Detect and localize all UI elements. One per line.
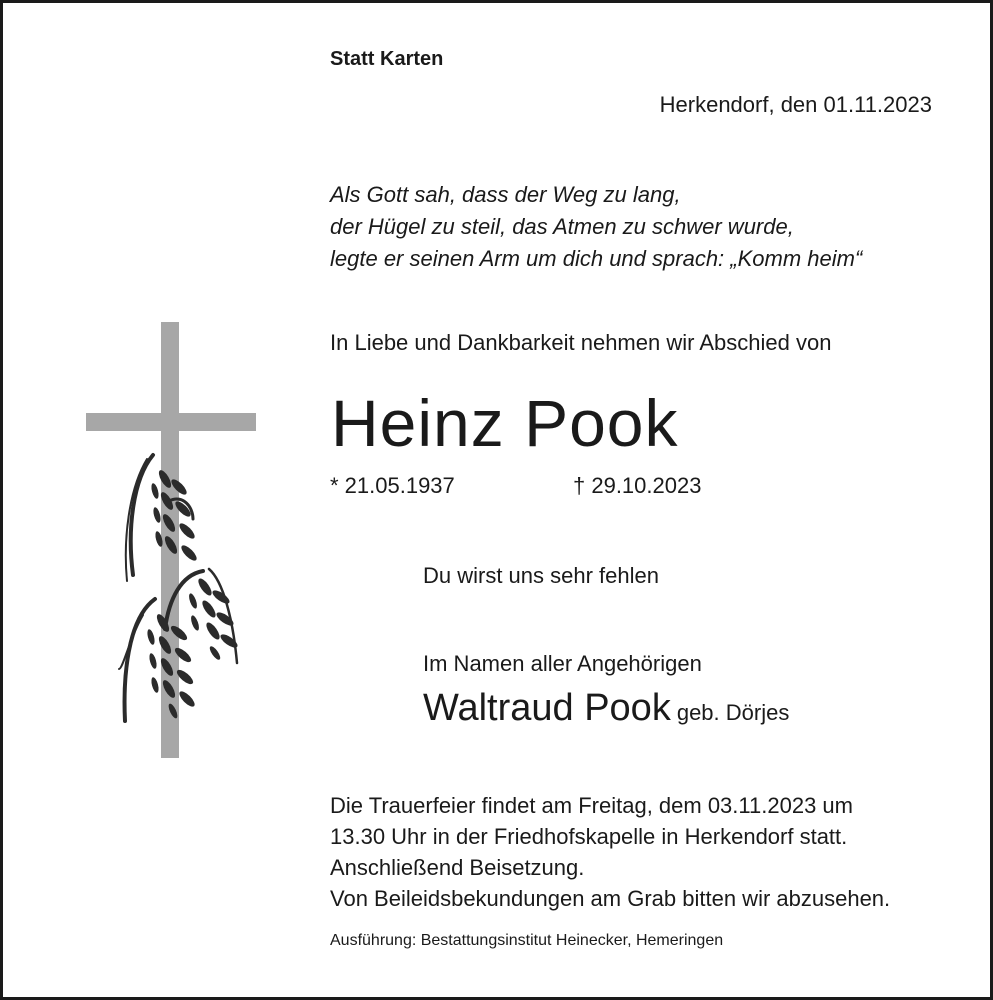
place-date: Herkendorf, den 01.11.2023 — [659, 92, 932, 117]
service-line: 13.30 Uhr in der Friedhofskapelle in Herkendorf statt. — [330, 824, 848, 849]
service-info — [330, 790, 890, 914]
header-label: Statt Karten — [330, 48, 444, 70]
poem-line: der Hügel zu steil, das Atmen zu schwer wurde, — [330, 214, 794, 239]
signer-name: Waltraud Pook — [423, 687, 671, 729]
death-date: † 29.10.2023 — [573, 473, 702, 498]
farewell-line: Du wirst uns sehr fehlen — [423, 563, 659, 588]
service-line: Die Trauerfeier findet am Freitag, dem 03.11.2023 um — [330, 793, 853, 818]
deceased-name: Heinz Pook — [331, 386, 679, 460]
service-line: Anschließend Beisetzung. — [330, 855, 585, 880]
signer-maiden-name: geb. Dörjes — [676, 700, 790, 725]
cross-with-wheat-icon — [83, 319, 263, 759]
birth-date: * 21.05.1937 — [330, 473, 455, 498]
service-line: Von Beileidsbekundungen am Grab bitten wir abzusehen. — [330, 886, 891, 911]
poem-line: legte er seinen Arm um dich und sprach: „Komm heim“ — [330, 246, 863, 271]
signer — [423, 687, 789, 730]
poem-line: Als Gott sah, dass der Weg zu lang, — [330, 182, 681, 207]
intro-text: In Liebe und Dankbarkeit nehmen wir Abschied von — [330, 330, 832, 355]
poem — [330, 179, 862, 275]
funeral-home-credit: Ausführung: Bestattungsinstitut Heinecker, Hemeringen — [330, 932, 724, 949]
on-behalf-line: Im Namen aller Angehörigen — [423, 651, 702, 676]
